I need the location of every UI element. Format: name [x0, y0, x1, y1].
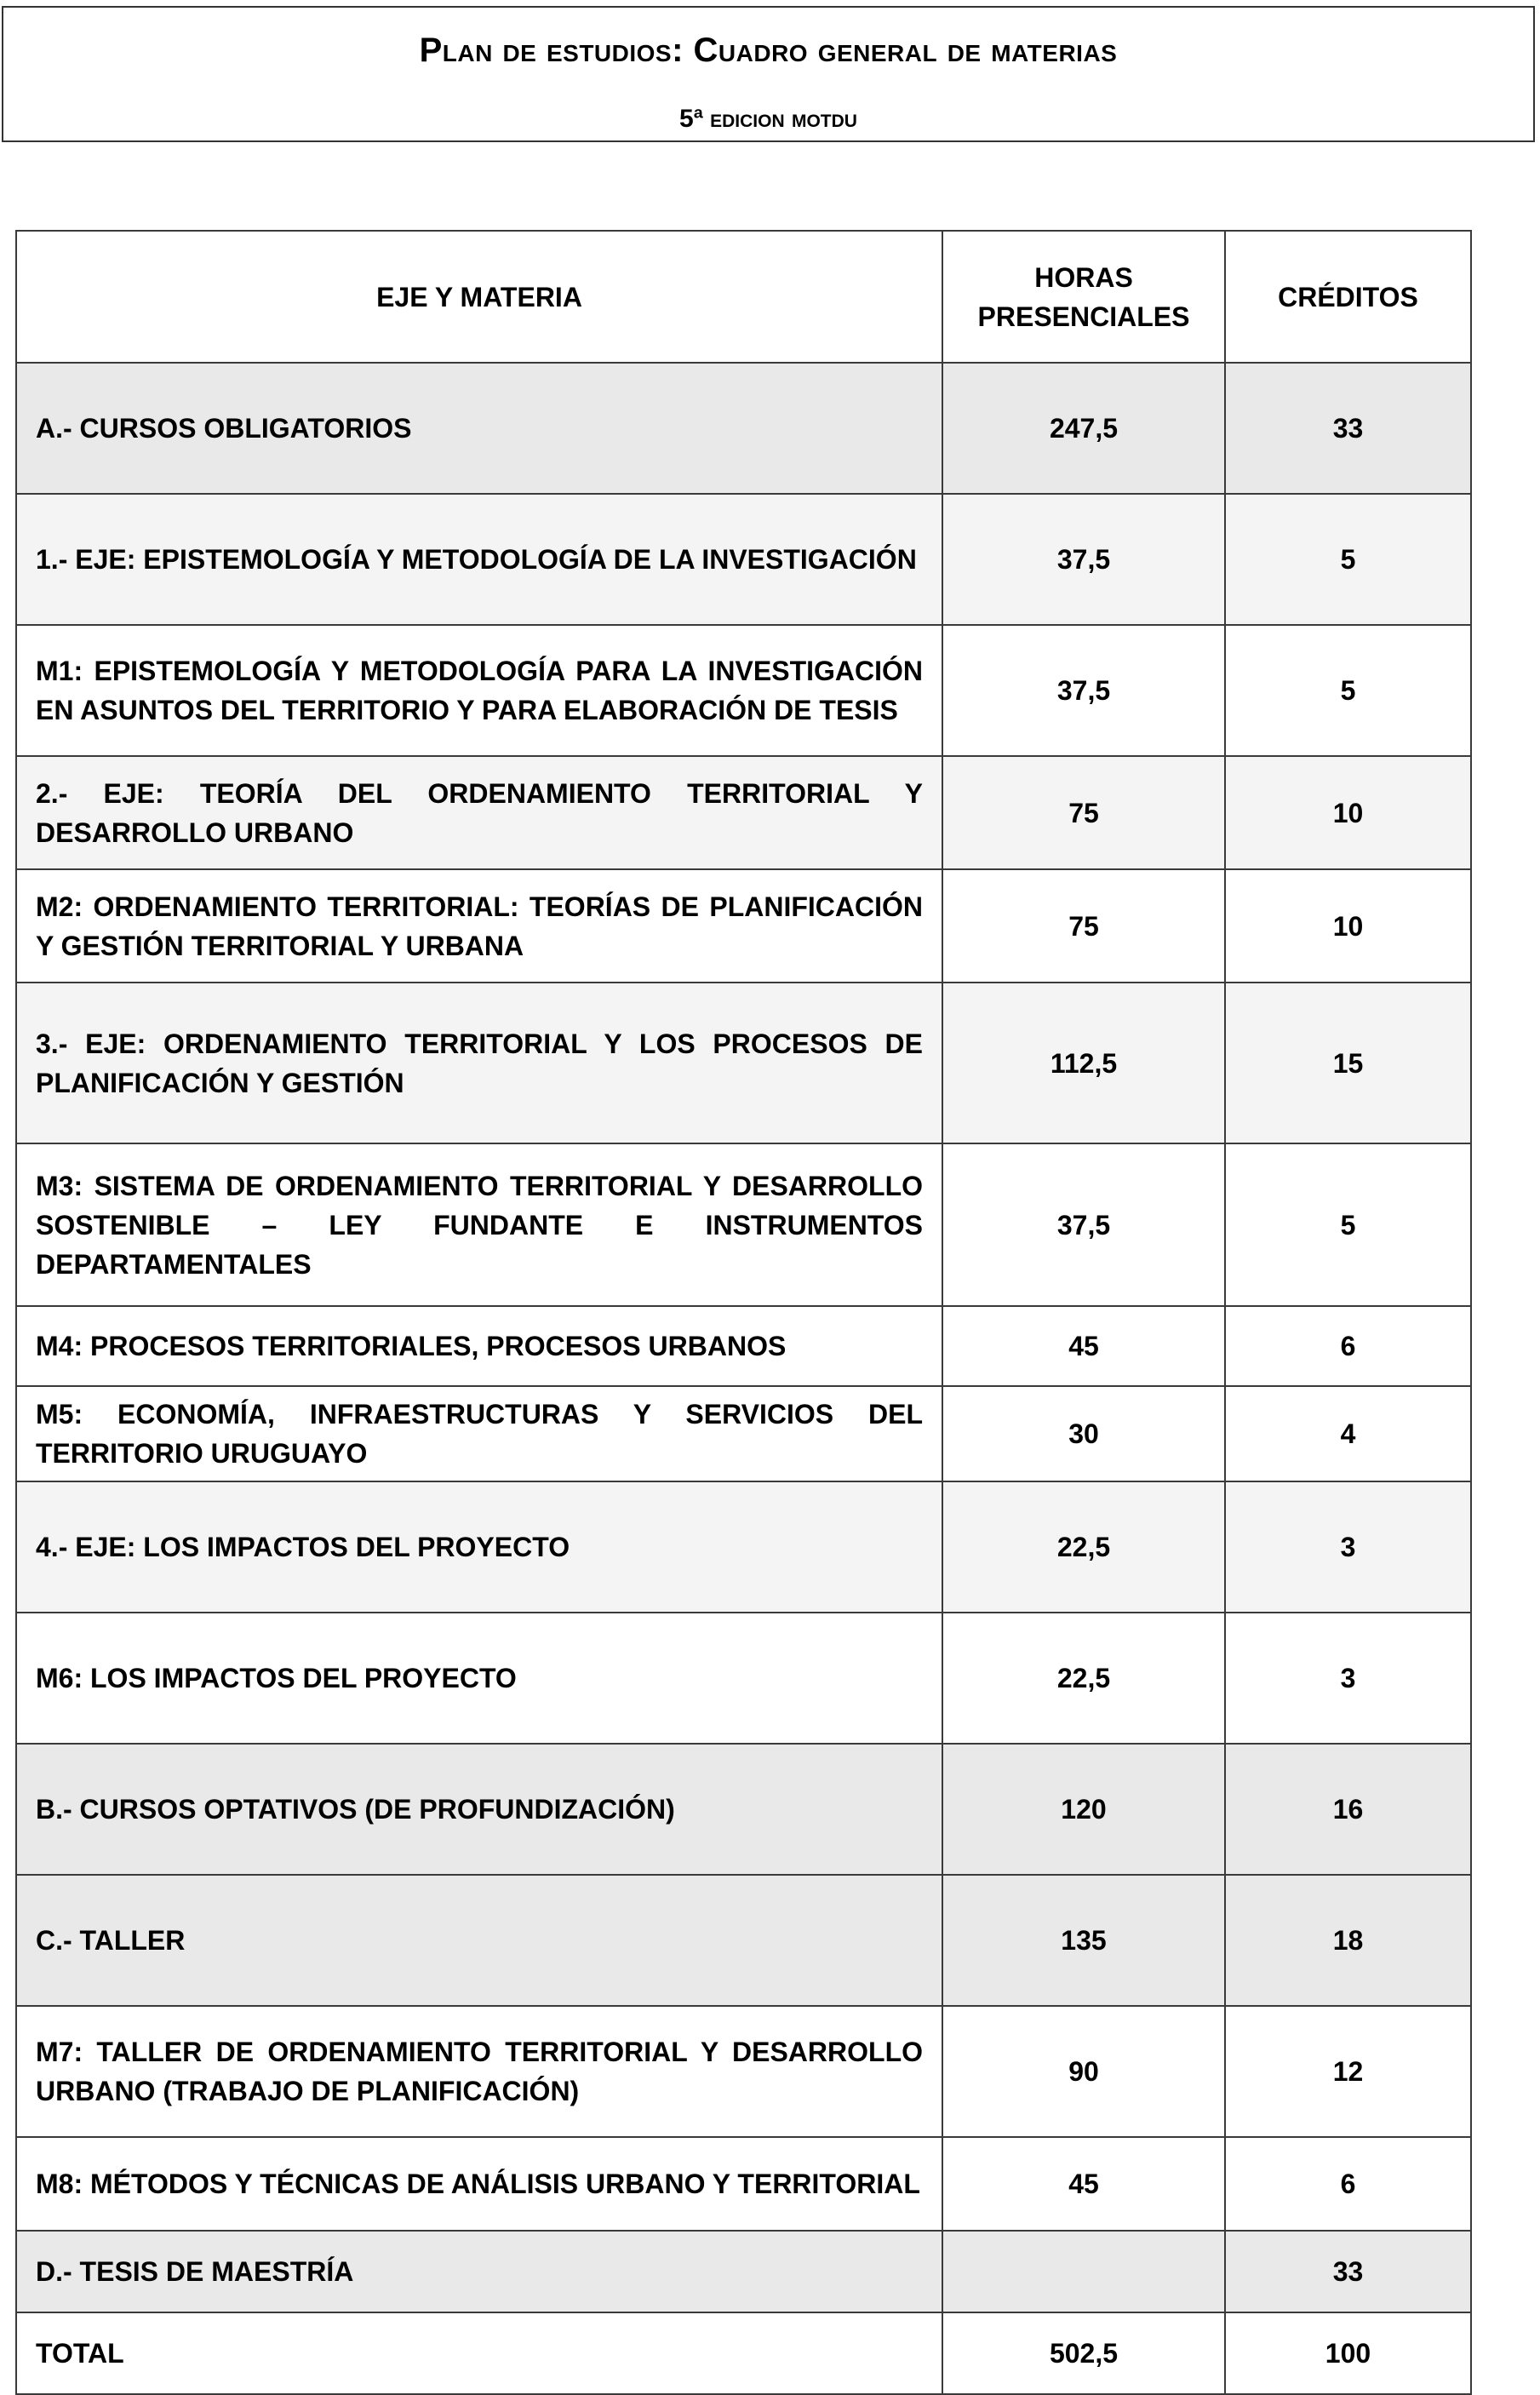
table-row [16, 1613, 1471, 1744]
table-row [16, 1143, 1471, 1306]
row-subject: 4.- EJE: LOS IMPACTOS DEL PROYECTO [16, 1481, 942, 1613]
row-hours: 37,5 [942, 1143, 1225, 1306]
row-credits: 33 [1225, 2231, 1471, 2312]
row-subject: C.- TALLER [16, 1875, 942, 2006]
table-row [16, 494, 1471, 625]
row-subject: 1.- EJE: EPISTEMOLOGÍA Y METODOLOGÍA DE LA INVESTIGACIÓN [16, 494, 942, 625]
table-row [16, 1875, 1471, 2006]
table-row [16, 1306, 1471, 1386]
row-hours: 112,5 [942, 983, 1225, 1143]
row-hours: 45 [942, 1306, 1225, 1386]
row-hours: 30 [942, 1386, 1225, 1481]
header-hours: HORAS PRESENCIALES [942, 231, 1225, 363]
row-subject: D.- TESIS DE MAESTRÍA [16, 2231, 942, 2312]
row-credits: 100 [1225, 2312, 1471, 2394]
header-credits: CRÉDITOS [1225, 231, 1471, 363]
table-row [16, 1386, 1471, 1481]
title-box [2, 6, 1535, 142]
header-subject: EJE Y MATERIA [16, 231, 942, 363]
row-subject: M7: TALLER DE ORDENAMIENTO TERRITORIAL Y DESARROLLO URBANO (TRABAJO DE PLANIFICACIÓN) [16, 2006, 942, 2137]
table-row [16, 625, 1471, 756]
table-row [16, 1481, 1471, 1613]
table-header-row [16, 231, 1471, 363]
row-hours: 75 [942, 756, 1225, 869]
row-credits: 18 [1225, 1875, 1471, 2006]
row-credits: 4 [1225, 1386, 1471, 1481]
row-subject: M2: ORDENAMIENTO TERRITORIAL: TEORÍAS DE PLANIFICACIÓN Y GESTIÓN TERRITORIAL Y URBANA [16, 869, 942, 983]
table-row [16, 363, 1471, 494]
row-hours [942, 2231, 1225, 2312]
row-subject: M1: EPISTEMOLOGÍA Y METODOLOGÍA PARA LA INVESTIGACIÓN EN ASUNTOS DEL TERRITORIO Y PARA ELABORACIÓN DE TESIS [16, 625, 942, 756]
table-row [16, 1744, 1471, 1875]
row-subject: M6: LOS IMPACTOS DEL PROYECTO [16, 1613, 942, 1744]
row-subject: M8: MÉTODOS Y TÉCNICAS DE ANÁLISIS URBANO Y TERRITORIAL [16, 2137, 942, 2231]
row-hours: 45 [942, 2137, 1225, 2231]
row-hours: 90 [942, 2006, 1225, 2137]
row-hours: 37,5 [942, 494, 1225, 625]
row-hours: 75 [942, 869, 1225, 983]
row-hours: 502,5 [942, 2312, 1225, 2394]
table-row [16, 2231, 1471, 2312]
row-hours: 120 [942, 1744, 1225, 1875]
row-subject: A.- CURSOS OBLIGATORIOS [16, 363, 942, 494]
row-credits: 3 [1225, 1481, 1471, 1613]
row-credits: 5 [1225, 1143, 1471, 1306]
row-credits: 10 [1225, 869, 1471, 983]
table-row [16, 2137, 1471, 2231]
row-hours: 22,5 [942, 1613, 1225, 1744]
row-hours: 37,5 [942, 625, 1225, 756]
row-subject: TOTAL [16, 2312, 942, 2394]
row-hours: 247,5 [942, 363, 1225, 494]
row-credits: 16 [1225, 1744, 1471, 1875]
row-credits: 3 [1225, 1613, 1471, 1744]
page-subtitle: 5ª edicion motdu [679, 105, 857, 133]
row-credits: 6 [1225, 1306, 1471, 1386]
row-subject: 3.- EJE: ORDENAMIENTO TERRITORIAL Y LOS PROCESOS DE PLANIFICACIÓN Y GESTIÓN [16, 983, 942, 1143]
row-credits: 5 [1225, 625, 1471, 756]
row-hours: 135 [942, 1875, 1225, 2006]
row-credits: 5 [1225, 494, 1471, 625]
row-subject: M4: PROCESOS TERRITORIALES, PROCESOS URBANOS [16, 1306, 942, 1386]
row-subject: B.- CURSOS OPTATIVOS (DE PROFUNDIZACIÓN) [16, 1744, 942, 1875]
curriculum-table [15, 230, 1472, 2395]
table-row [16, 756, 1471, 869]
table-row [16, 2006, 1471, 2137]
row-credits: 33 [1225, 363, 1471, 494]
row-credits: 12 [1225, 2006, 1471, 2137]
row-hours: 22,5 [942, 1481, 1225, 1613]
table-row [16, 983, 1471, 1143]
row-subject: 2.- EJE: TEORÍA DEL ORDENAMIENTO TERRITORIAL Y DESARROLLO URBANO [16, 756, 942, 869]
table-row [16, 869, 1471, 983]
row-credits: 6 [1225, 2137, 1471, 2231]
page-title: Plan de estudios: Cuadro general de materias [419, 32, 1118, 69]
row-credits: 15 [1225, 983, 1471, 1143]
row-subject: M5: ECONOMÍA, INFRAESTRUCTURAS Y SERVICIOS DEL TERRITORIO URUGUAYO [16, 1386, 942, 1481]
row-subject: M3: SISTEMA DE ORDENAMIENTO TERRITORIAL Y DESARROLLO SOSTENIBLE – LEY FUNDANTE E INSTRUMENTOS DEPARTAMENTALES [16, 1143, 942, 1306]
table-row-total [16, 2312, 1471, 2394]
row-credits: 10 [1225, 756, 1471, 869]
